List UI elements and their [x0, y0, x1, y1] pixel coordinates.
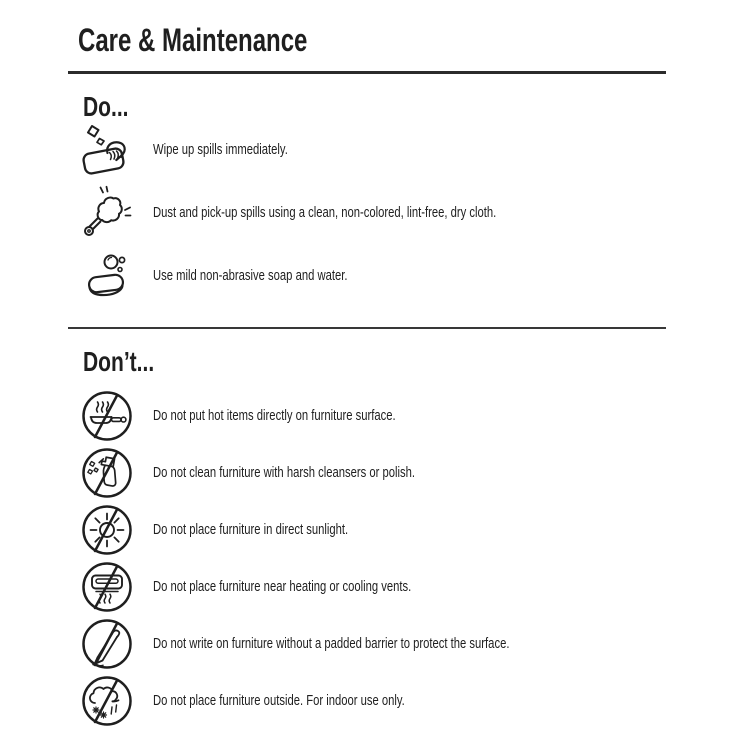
dont-item-text — [153, 635, 628, 653]
dont-item-row — [78, 618, 665, 670]
no-writing-icon — [78, 618, 136, 670]
dont-item-text-value: Do not place furniture in direct sunlight. — [153, 521, 349, 538]
dont-heading-text: Don’t... — [83, 346, 155, 377]
do-item-text-value: Dust and pick-up spills using a clean, non-colored, lint-free, dry cloth. — [153, 204, 497, 221]
do-item-text — [153, 204, 611, 222]
do-item-text — [153, 141, 333, 159]
dont-item-text — [153, 521, 413, 539]
no-heating-vents-icon — [78, 561, 136, 613]
soap-bubbles-icon — [78, 250, 136, 302]
no-hot-items-icon — [78, 390, 136, 442]
dont-item-text-value: Do not put hot items directly on furniture surface. — [153, 407, 396, 424]
section-divider-top — [68, 71, 666, 74]
section-divider-middle — [68, 327, 666, 329]
duster-icon — [78, 185, 136, 241]
dont-section-heading — [83, 348, 665, 376]
page-title-text: Care & Maintenance — [78, 22, 308, 58]
do-item-row — [78, 247, 665, 305]
dont-item-row — [78, 675, 665, 727]
do-item-text — [153, 267, 412, 285]
dont-item-row — [78, 390, 665, 442]
dont-item-row — [78, 447, 665, 499]
dont-item-text — [153, 692, 489, 710]
do-item-row — [78, 121, 665, 179]
no-harsh-cleansers-icon — [78, 447, 136, 499]
wipe-spill-icon — [78, 122, 136, 178]
dont-item-row — [78, 504, 665, 556]
dont-item-text — [153, 464, 502, 482]
do-section-heading — [83, 93, 665, 121]
do-item-text-value: Use mild non-abrasive soap and water. — [153, 267, 348, 284]
page-title — [78, 24, 665, 56]
dont-item-row — [78, 561, 665, 613]
dont-item-text — [153, 578, 497, 596]
dont-item-text-value: Do not write on furniture without a padded barrier to protect the surface. — [153, 635, 510, 652]
no-outdoor-use-icon — [78, 675, 136, 727]
no-direct-sunlight-icon — [78, 504, 136, 556]
do-item-row — [78, 184, 665, 242]
dont-item-text — [153, 407, 477, 425]
dont-item-text-value: Do not place furniture outside. For indoor use only. — [153, 692, 405, 709]
do-item-text-value: Wipe up spills immediately. — [153, 141, 288, 158]
dont-item-text-value: Do not clean furniture with harsh cleansers or polish. — [153, 464, 416, 481]
dont-item-text-value: Do not place furniture near heating or cooling vents. — [153, 578, 412, 595]
do-heading-text: Do... — [83, 91, 129, 122]
